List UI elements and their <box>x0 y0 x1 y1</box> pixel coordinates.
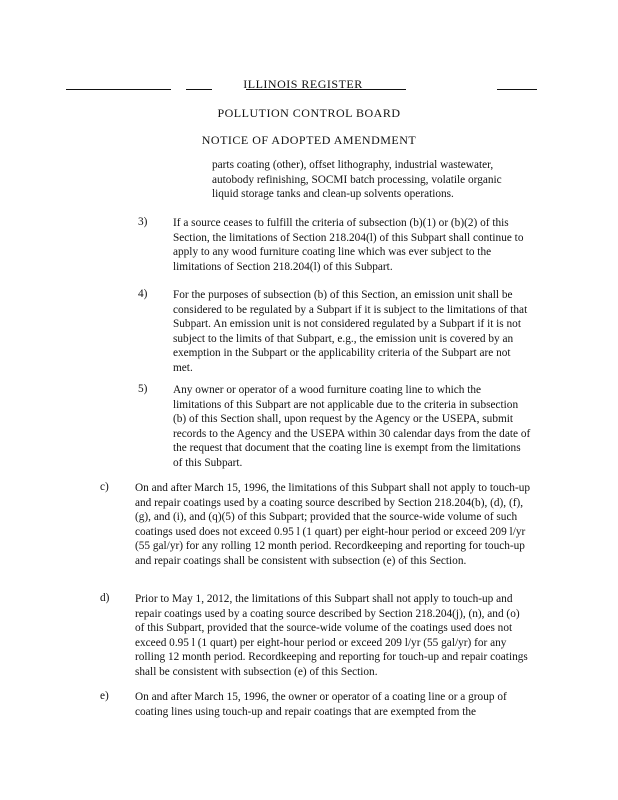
item-5-text: Any owner or operator of a wood furniture coating line to which the limitations of this Subpart are not applicable due to the criteria in subsection (b) of this Section shall, upon request by the Agency or the USEPA, submit records to the Agency and the USEPA within 30 calendar days from the date of the request that document that the coating line is exempt from the limitations of this Subpart. <box>173 384 531 469</box>
section-c-letter: c) <box>100 481 109 493</box>
section-d-letter: d) <box>100 592 110 604</box>
notice-title: NOTICE OF ADOPTED AMENDMENT <box>201 133 417 147</box>
section-e-text: On and after March 15, 1996, the owner or operator of a coating line or a group of coating lines using touch-up and repair coatings that are exempted from the <box>135 691 507 718</box>
section-c-text: On and after March 15, 1996, the limitations of this Subpart shall not apply to touch-up and repair coatings used by a coating source described by Section 218.204(b), (d), (f), (g), and (i), and (q)(5) of this Subpart; provided that the source-wide volume of such coatings used does not exceed 0.95 l (1 quart) per eight-hour period or exceed 209 l/yr (55 gal/yr) for any rolling 12 month period. Recordkeeping and reporting for touch-up and repair coatings shall be consistent with subsection (e) of this Section. <box>135 482 531 567</box>
section-e-letter: e) <box>100 690 109 702</box>
item-3-number: 3) <box>138 216 148 228</box>
board-name: POLLUTION CONTROL BOARD <box>217 106 401 120</box>
item-5-number: 5) <box>138 383 148 395</box>
item-3-text: If a source ceases to fulfill the criteria of subsection (b)(1) or (b)(2) of this Section, the limitations of Section 218.204(l) of this Subpart shall continue to apply to any wood furniture coating line which was ever subject to the limitations of Section 218.204(l) of this Subpart. <box>173 217 524 273</box>
item-4-number: 4) <box>138 288 148 300</box>
item-4-text: For the purposes of subsection (b) of this Section, an emission unit shall be considered to be regulated by a Subpart if it is subject to the limitations of that Subpart. An emission unit is not considered regulated by a Subpart if it is not subject to the limits of that Subpart, e.g., the emission unit is covered by an exemption in the Subpart or the applicability criteria of the Subpart are not met. <box>173 289 528 374</box>
register-title: ILLINOIS REGISTER <box>243 77 363 91</box>
section-d-text: Prior to May 1, 2012, the limitations of this Subpart shall not apply to touch-up and repair coatings used by a coating source described by Section 218.204(j), (n), and (o) of this Subpart, provided that the source-wide volume of the coatings used does not exceed 0.95 l (1 quart) per eight-hour period or exceed 209 l/yr (55 gal/yr) for any rolling 12 month period. Recordkeeping and reporting for touch-up and repair coatings shall be consistent with subsection (e) of this Section. <box>135 593 528 678</box>
intro-paragraph: parts coating (other), offset lithography, industrial wastewater, autobody refinishing, SOCMI batch processing, volatile organic liquid storage tanks and clean-up solvents operations. <box>212 159 502 201</box>
